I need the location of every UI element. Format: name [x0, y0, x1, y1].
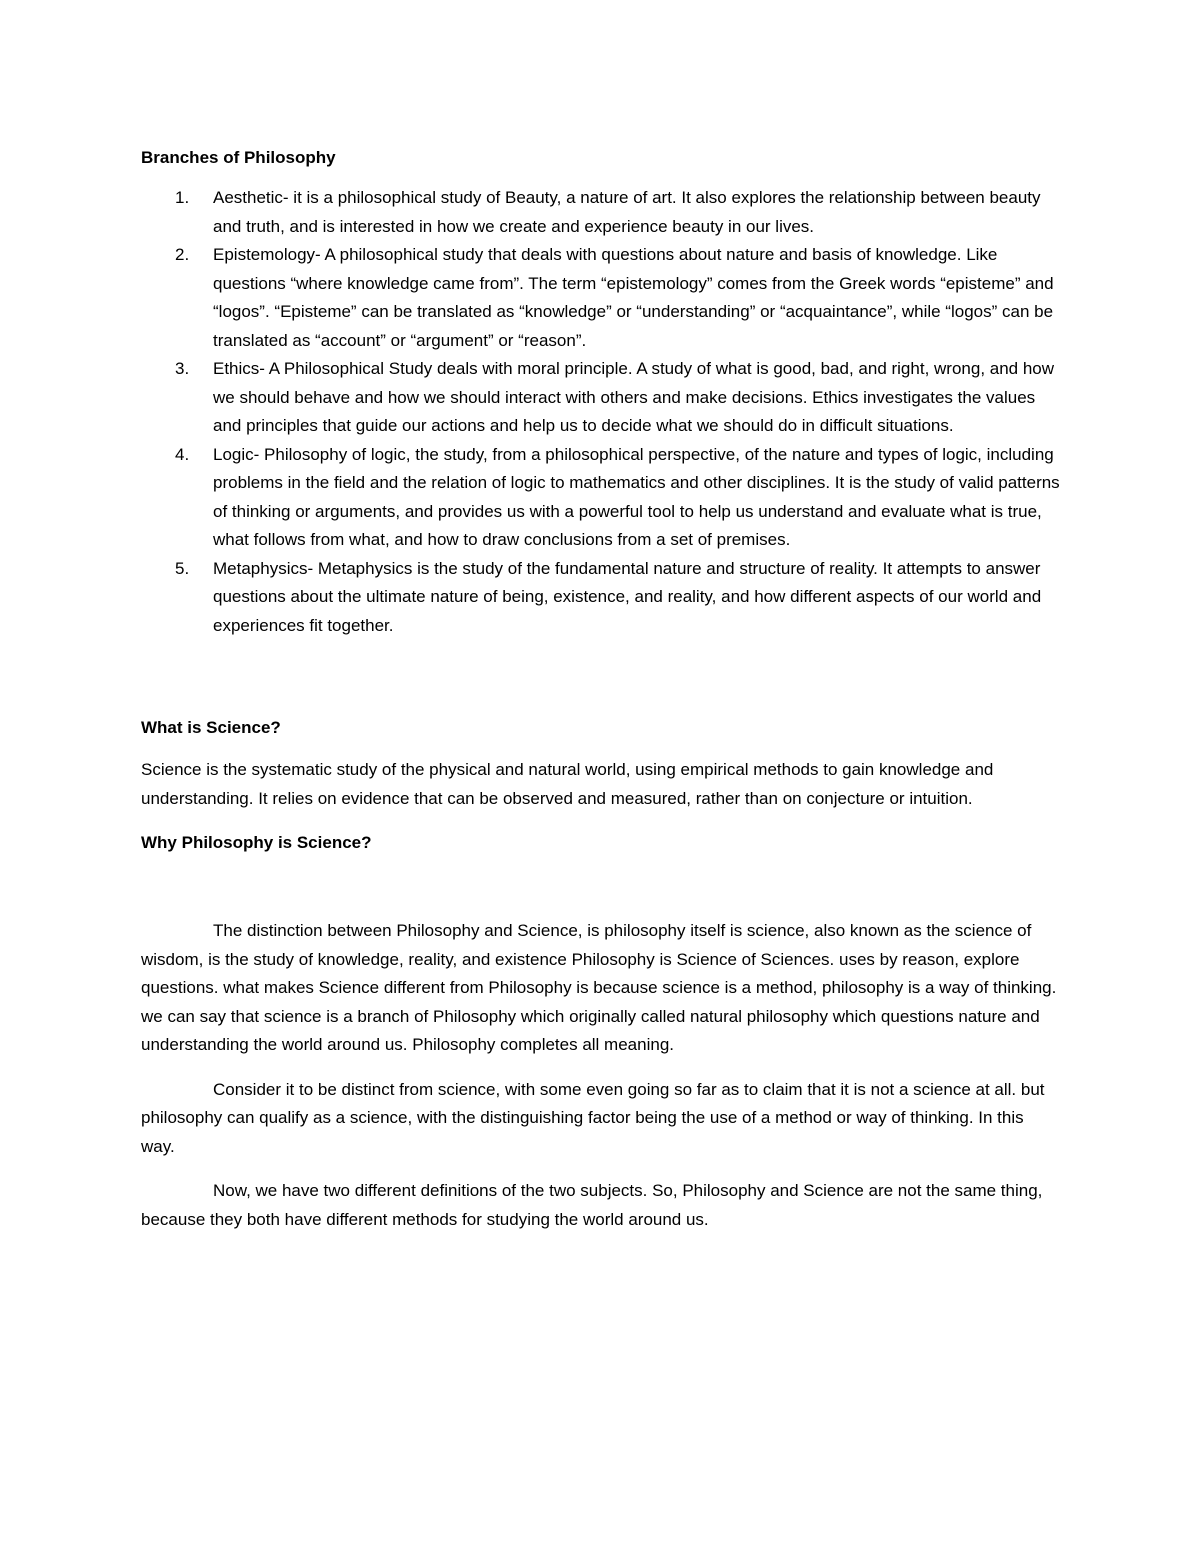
list-item-text: Metaphysics- Metaphysics is the study of the fundamental nature and structure of reality. It attempts to answer questions about the ultimate nature of being, existence, and reality, and how different aspects of our world and experiences fit together. — [213, 558, 1042, 635]
branches-list — [141, 184, 1061, 640]
body-paragraph: Now, we have two different definitions of the two subjects. So, Philosophy and Science are not the same thing, because they both have different methods for studying the world around us. — [141, 1181, 1043, 1229]
body-paragraph: The distinction between Philosophy and Science, is philosophy itself is science, also known as the science of wisdom, is the study of knowledge, reality, and existence Philosophy is Science of Sciences. uses by reason, explore questions. what makes Science different from Philosophy is because science is a method, philosophy is a way of thinking. we can say that science is a branch of Philosophy which originally called natural philosophy which questions nature and understanding the world around us. Philosophy completes all meaning. — [141, 921, 1057, 1054]
list-item — [141, 241, 1061, 355]
list-item-text: Aesthetic- it is a philosophical study of Beauty, a nature of art. It also explores the relationship between beauty and truth, and is interested in how we create and experience beauty in our lives. — [213, 188, 1041, 236]
list-item — [141, 441, 1061, 555]
list-item-number: 3. — [175, 359, 190, 378]
science-definition-paragraph: Science is the systematic study of the physical and natural world, using empirical methods to gain knowledge and understanding. It relies on evidence that can be observed and measured, rather than on conjecture or intuition. — [141, 760, 994, 808]
spacer — [141, 1161, 1061, 1177]
spacer — [141, 857, 1061, 917]
document-body — [141, 144, 1061, 1234]
list-item-text: Logic- Philosophy of logic, the study, from a philosophical perspective, of the nature and types of logic, including problems in the field and the relation of logic to mathematics and other disciplines. It is the study of valid patterns of thinking or arguments, and provides us with a powerful tool to help us understand and evaluate what is true, what follows from what, and how to draw conclusions from a set of premises. — [213, 444, 1060, 549]
list-item — [141, 355, 1061, 441]
list-item-text: Ethics- A Philosophical Study deals with moral principle. A study of what is good, bad, and right, wrong, and how we should behave and how we should interact with others and make decisions. Ethics investigates the values and principles that guide our actions and help us to decide what we should do in difficult situations. — [213, 359, 1055, 435]
spacer — [141, 1060, 1061, 1076]
list-item — [141, 184, 1061, 241]
heading-why-philosophy-is-science: Why Philosophy is Science? — [141, 833, 372, 852]
heading-branches-of-philosophy: Branches of Philosophy — [141, 148, 336, 167]
list-item — [141, 555, 1061, 641]
heading-what-is-science: What is Science? — [141, 718, 281, 737]
list-item-number: 2. — [175, 245, 190, 264]
spacer — [141, 640, 1061, 714]
list-item-text: Epistemology- A philosophical study that deals with questions about nature and basis of knowledge. Like questions “where knowledge came from”. The term “epistemology” comes from the Greek words “episteme” and “logos”. “Episteme” can be translated as “knowledge” or “understanding” or “acquaintance”, while “logos” can be translated as “account” or “argument” or “reason”. — [213, 245, 1054, 350]
list-item-number: 5. — [175, 558, 190, 578]
list-item-number: 1. — [175, 188, 190, 207]
list-item-number: 4. — [175, 444, 190, 464]
spacer — [141, 813, 1061, 829]
spacer — [141, 742, 1061, 756]
body-paragraph: Consider it to be distinct from science, with some even going so far as to claim that it is not a science at all. but philosophy can qualify as a science, with the distinguishing factor being the use of a method or way of thinking. In this way. — [141, 1079, 1045, 1156]
